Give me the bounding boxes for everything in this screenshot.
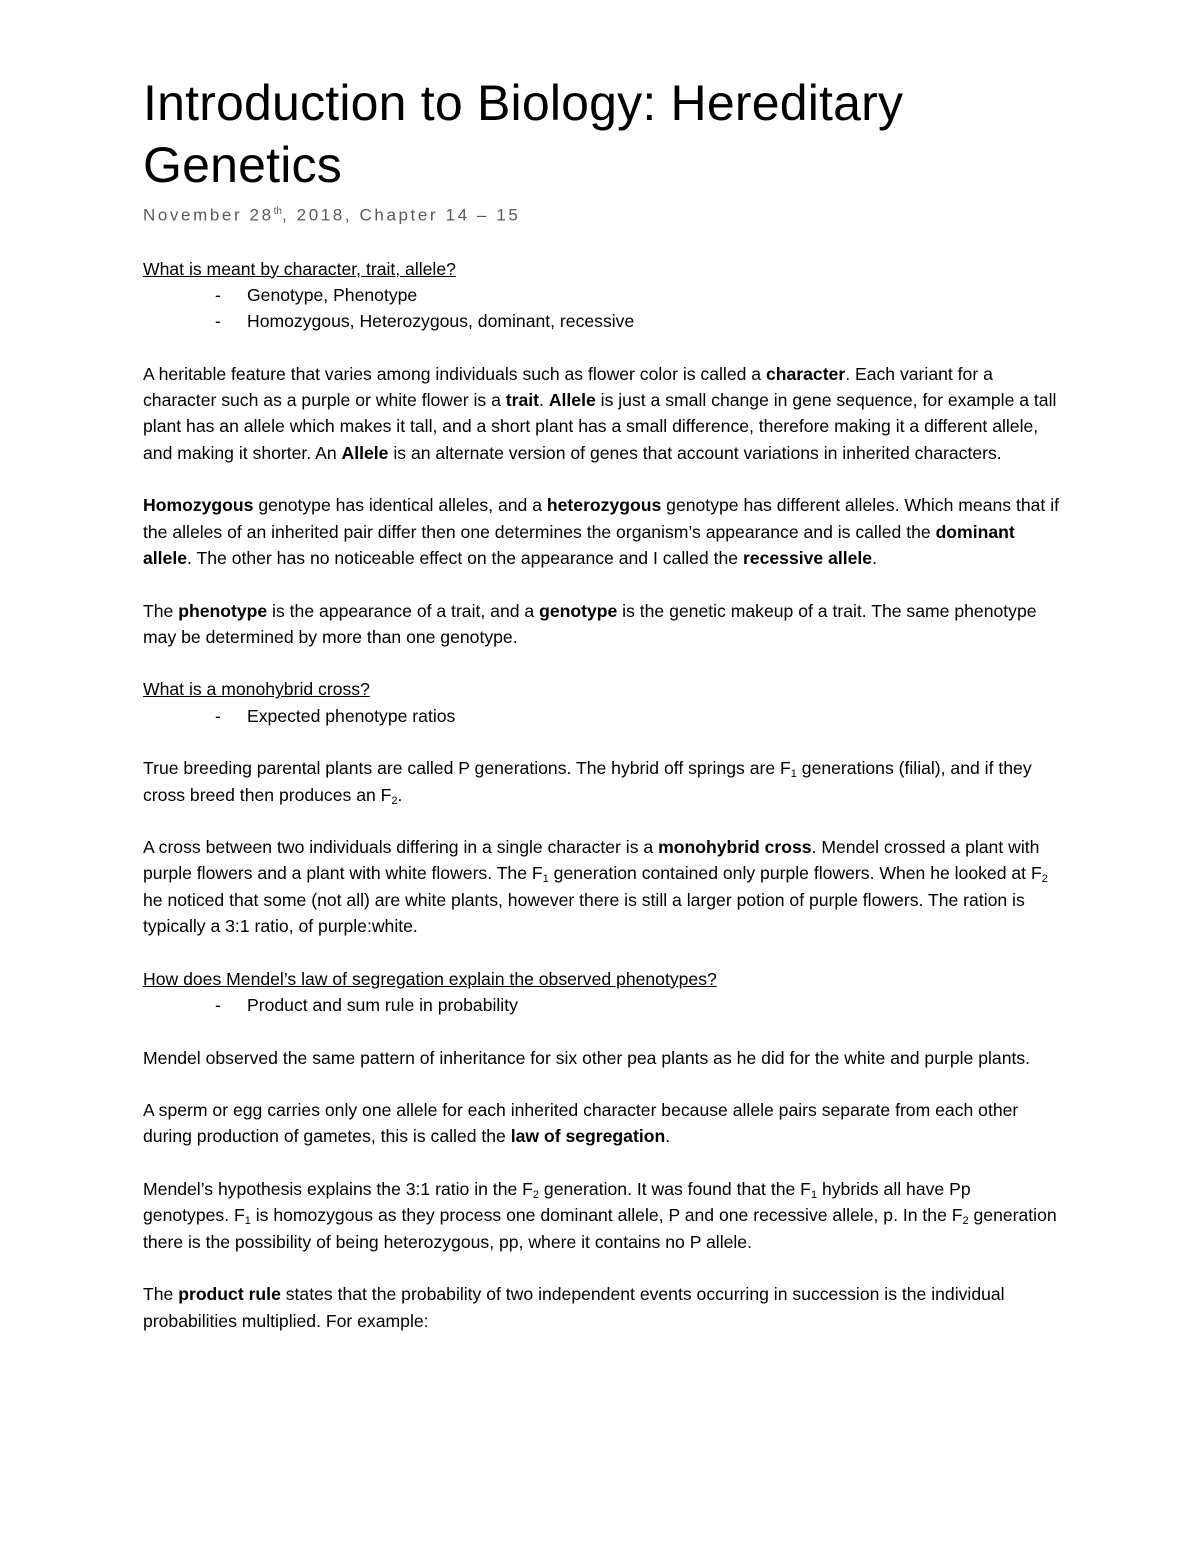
list-item: - Expected phenotype ratios (143, 703, 1060, 729)
paragraph-pattern: Mendel observed the same pattern of inheritance for six other pea plants as he did for the white and purple plants. (143, 1047, 1031, 1068)
paragraph-hypothesis: Mendel’s hypothesis explains the 3:1 ratio in the $F_2$ generation. It was found that the $F_1$ hybrids all have Pp genotypes. $F_1$ is homozygous as they process one dominant allele, P and one recessive allele, p. In the $F_2$ generation there is the possibility of being heterozygous, pp, where it contains no P allele. (143, 1179, 1057, 1252)
paragraph-generations: True breeding parental plants are called P generations. The hybrid off springs are $F_1$ generations (filial), and if they cross breed then produces an $F_2$. (143, 758, 1032, 807)
list-item: - Homozygous, Heterozygous, dominant, recessive (143, 308, 1060, 334)
paragraph-homozygous: Homozygous genotype has identical alleles, and a heterozygous genotype has different alleles. Which means that if the alleles of an inherited pair differ then one determines the organism’s appearance and is called the dominant allele. The other has no noticeable effect on the appearance and I called the recessive allele. (143, 495, 1059, 568)
document-body (143, 256, 1060, 1334)
paragraph-monohybrid: A cross between two individuals differing in a single character is a monohybrid cross. Mendel crossed a plant with purple flowers and a plant with white flowers. The $F_1$ generation contained only purple flowers. When he looked at $F_2$ he noticed that some (not all) are white plants, however there is still a larger potion of purple flowers. The ration is typically a 3:1 ratio, of purple:white. (143, 837, 1048, 937)
section-heading-2: What is a monohybrid cross? (143, 679, 370, 700)
document-subtitle: November 28th, 2018, Chapter 14 – 15 (143, 205, 521, 225)
list-item: - Genotype, Phenotype (143, 282, 1060, 308)
title-line-1: Introduction to Biology: Hereditary (143, 75, 904, 131)
paragraph-character-trait-allele: A heritable feature that varies among individuals such as flower color is called a character. Each variant for a character such as a purple or white flower is a trait. Allele is just a small change in gene sequence, for example a tall plant has an allele which makes it tall, and a short plant has a small difference, therefore making it a different allele, and making it shorter. An Allele is an alternate version of genes that account variations in inherited characters. (143, 363, 1057, 463)
bullet-list-1 (143, 282, 1060, 335)
paragraph-segregation: A sperm or egg carries only one allele for each inherited character because allele pairs separate from each other during production of gametes, this is called the law of segregation. (143, 1100, 1019, 1147)
document-title (143, 72, 1060, 196)
paragraph-product-rule: The product rule states that the probability of two independent events occurring in succession is the individual probabilities multiplied. For example: (143, 1284, 1005, 1331)
list-item: - Product and sum rule in probability (143, 992, 1060, 1018)
paragraph-phenotype: The phenotype is the appearance of a trait, and a genotype is the genetic makeup of a trait. The same phenotype may be determined by more than one genotype. (143, 600, 1037, 647)
section-heading-3: How does Mendel’s law of segregation explain the observed phenotypes? (143, 968, 717, 989)
section-heading-1: What is meant by character, trait, allele? (143, 258, 456, 279)
title-line-2: Genetics (143, 137, 342, 193)
bullet-list-2 (143, 703, 1060, 729)
bullet-list-3 (143, 992, 1060, 1018)
